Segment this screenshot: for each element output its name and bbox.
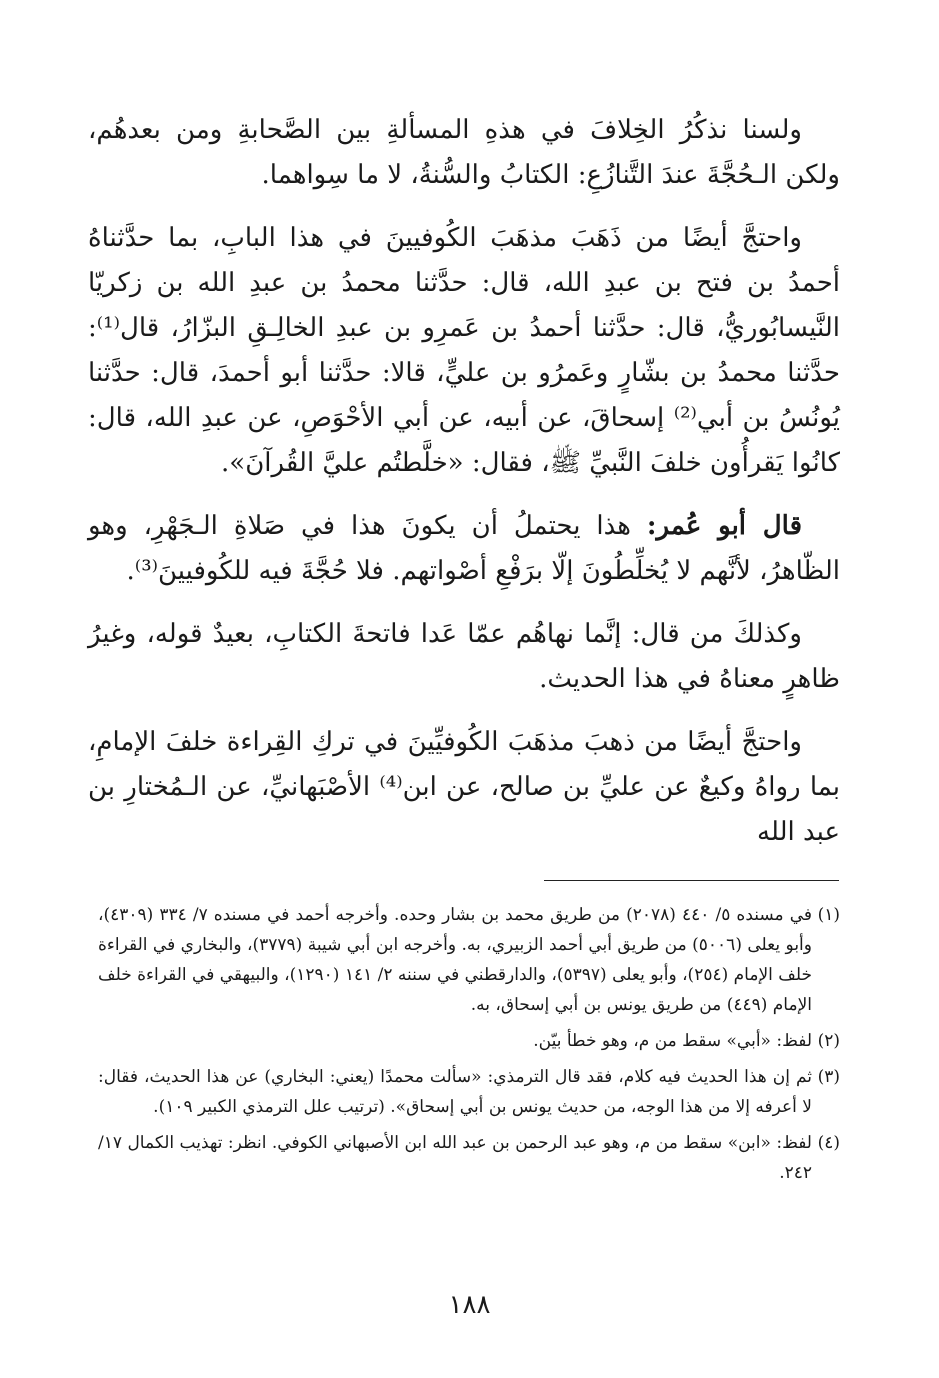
footnote-text: لفظ: «أبي» سقط من م، وهو خطأ بيّن. [533,1031,812,1051]
paragraph-1 [88,108,840,198]
footnote-text: في مسنده ٥/ ٤٤٠ (٢٠٧٨) من طريق محمد بن بشار وحده. وأخرجه أحمد في مسنده ٧/ ٣٣٤ (٤٣٠٩)، وأبو يعلى (٥٠٠٦) من طريق أبي أحمد الزبيري، به. وأخرجه ابن أبي شيبة (٣٧٧٩)، والبخاري في القراءة خلف الإمام (٢٥٤)، وأبو يعلى (٥٣٩٧)، والدارقطني في سننه ٢/ ١٤١ (١٢٩٠)، والبيهقي في القراءة خلف الإمام (٤٤٩) من طريق يونس بن أبي إسحاق، به. [98,905,813,1015]
footnote-divider [544,880,839,881]
paragraph-text: ولسنا نذكُرُ الخِلافَ في هذهِ المسألةِ بين الصَّحابةِ ومن بعدهُم، ولكن الـحُجَّةَ عندَ التَّنازُعِ: الكتابُ والسُّنةُ، لا ما سِواهما. [88,115,840,190]
paragraph-text: وكذلكَ من قال: إنَّما نهاهُم عمّا عَدا فاتحةَ الكتابِ، بعيدٌ قوله، وغيرُ ظاهرٍ معناهُ في هذا الحديث. [88,619,840,694]
footnote-text: لفظ: «ابن» سقط من م، وهو عبد الرحمن بن عبد الله ابن الأصبهاني الكوفي. انظر: تهذيب الكمال ١٧/ ٢٤٢. [98,1133,812,1183]
paragraph-3 [88,504,840,594]
main-text [88,108,840,873]
footnote-1 [98,900,840,1020]
footnote-number: (٢) [817,1031,840,1051]
footnote-3 [98,1062,840,1122]
paragraph-text: واحتجَّ أيضًا من ذَهَبَ مذهَبَ الكُوفيينَ في هذا البابِ، بما حدَّثناهُ أحمدُ بن فتح بن عبدِ الله، قال: حدَّثنا محمدُ بن عبدِ الله بن زكريّا النَّيسابُوريُّ، قال: حدَّثنا أحمدُ بن عَمرِو بن عبدِ الخالِـقِ البزّارُ، قال⁽¹⁾: حدَّثنا محمدُ بن بشّارٍ وعَمرُو بن عليٍّ، قالا: حدَّثنا أبو أحمدَ، قال: حدَّثنا يُونُسُ بن أبي⁽²⁾ إسحاقَ، عن أبيه، عن أبي الأحْوَصِ، عن عبدِ الله، قال: كانُوا يَقرأُون خلفَ النَّبيِّ ﷺ، فقال: «خلَّطتُم عليَّ القُرآنَ». [88,223,840,478]
footnote-number: (٣) [817,1067,840,1087]
paragraph-4 [88,612,840,702]
footnote-number: (٤) [817,1133,840,1153]
footnotes [98,900,840,1194]
footnote-text: ثم إن هذا الحديث فيه كلام، فقد قال الترمذي: «سألت محمدًا (يعني: البخاري) عن هذا الحديث، فقال: لا أعرفه إلا من هذا الوجه، من حديث يونس بن أبي إسحاق». (ترتيب علل الترمذي الكبير ١٠٩). [98,1067,812,1117]
page-number: ١٨٨ [448,1290,491,1320]
paragraph-text: واحتجَّ أيضًا من ذهبَ مذهَبَ الكُوفيِّينَ في تركِ القِراءة خلفَ الإمامِ، بما رواهُ وكيعٌ عن عليِّ بن صالح، عن ابن⁽⁴⁾ الأصْبَهانيِّ، عن الـمُختارِ بن عبد الله [88,727,841,847]
paragraph-lead: قال أبو عُمر: [646,511,802,541]
footnote-4 [98,1128,840,1188]
footnote-number: (١) [817,905,840,925]
paragraph-5 [88,720,840,855]
paragraph-text: هذا يحتملُ أن يكونَ هذا في صَلاةِ الـجَهْرِ، وهو الظّاهرُ، لأنَّهم لا يُخلِّطُونَ إلّا برَفْعِ أصْواتهم. فلا حُجَّةَ فيه للكُوفيينَ⁽³⁾. [88,511,840,586]
paragraph-2 [88,216,840,486]
footnote-2 [98,1026,840,1056]
